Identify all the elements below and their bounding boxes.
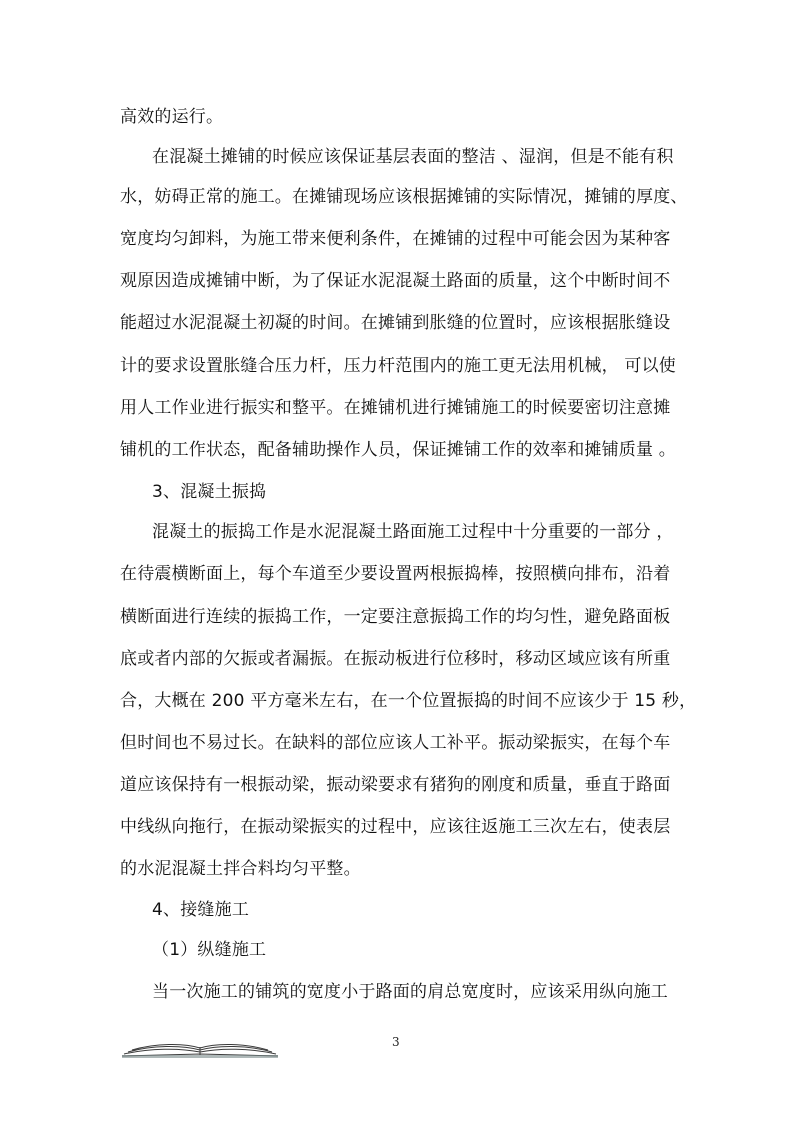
text-line: 横断面进行连续的振捣工作，一定要注意振捣工作的均匀性，避免路面板 [120, 607, 671, 627]
text-line: 用人工作业进行振实和整平。在摊铺机进行摊铺施工的时候要密切注意摊 [120, 398, 671, 418]
text-line: 计的要求设置胀缝合压力杆，压力杆范围内的施工更无法用机械， 可以使 [120, 356, 677, 376]
text-line: 在混凝土摊铺的时候应该保证基层表面的整洁 、湿润，但是不能有积 [152, 147, 674, 167]
text-line: 混凝土的振捣工作是水泥混凝土路面施工过程中十分重要的一部分 ， [152, 522, 674, 542]
text-line: 水，妨碍正常的施工。在摊铺现场应该根据摊铺的实际情况，摊铺的厚度、 [120, 187, 688, 207]
subsection-heading: （1）纵缝施工 [152, 940, 267, 960]
text-line: 合，大概在 200 平方毫米左右，在一个位置振捣的时间不应该少于 15 秒， [120, 691, 697, 711]
text-line: 的水泥混凝土拌合料均匀平整。 [120, 859, 361, 879]
text-line: 在待震横断面上，每个车道至少要设置两根振捣棒，按照横向排布，沿着 [120, 564, 671, 584]
text-line: 但时间也不易过长。在缺料的部位应该人工补平。振动梁振实，在每个车 [120, 733, 671, 753]
text-line: 当一次施工的铺筑的宽度小于路面的肩总宽度时，应该采用纵向施工 [152, 982, 668, 1002]
text-line: 铺机的工作状态，配备辅助操作人员，保证摊铺工作的效率和摊铺质量 。 [120, 440, 677, 460]
text-line: 观原因造成摊铺中断，为了保证水泥混凝土路面的质量，这个中断时间不 [120, 271, 671, 291]
text-line: 宽度均匀卸料，为施工带来便利条件，在摊铺的过程中可能会因为某种客 [120, 229, 671, 249]
page-number: 3 [392, 1035, 400, 1049]
text-line: 能超过水泥混凝土初凝的时间。在摊铺到胀缝的位置时，应该根据胀缝设 [120, 313, 671, 333]
section-heading: 4、接缝施工 [152, 900, 250, 920]
open-book-logo [120, 1030, 280, 1060]
text-line: 底或者内部的欠振或者漏振。在振动板进行位移时，移动区域应该有所重 [120, 649, 671, 669]
text-line: 中线纵向拖行，在振动梁振实的过程中，应该往返施工三次左右，使表层 [120, 817, 671, 837]
text-line: 道应该保持有一根振动梁，振动梁要求有猪狗的刚度和质量，垂直于路面 [120, 775, 671, 795]
text-line: 高效的运行。 [120, 107, 224, 127]
section-heading: 3、混凝土振捣 [152, 482, 267, 502]
